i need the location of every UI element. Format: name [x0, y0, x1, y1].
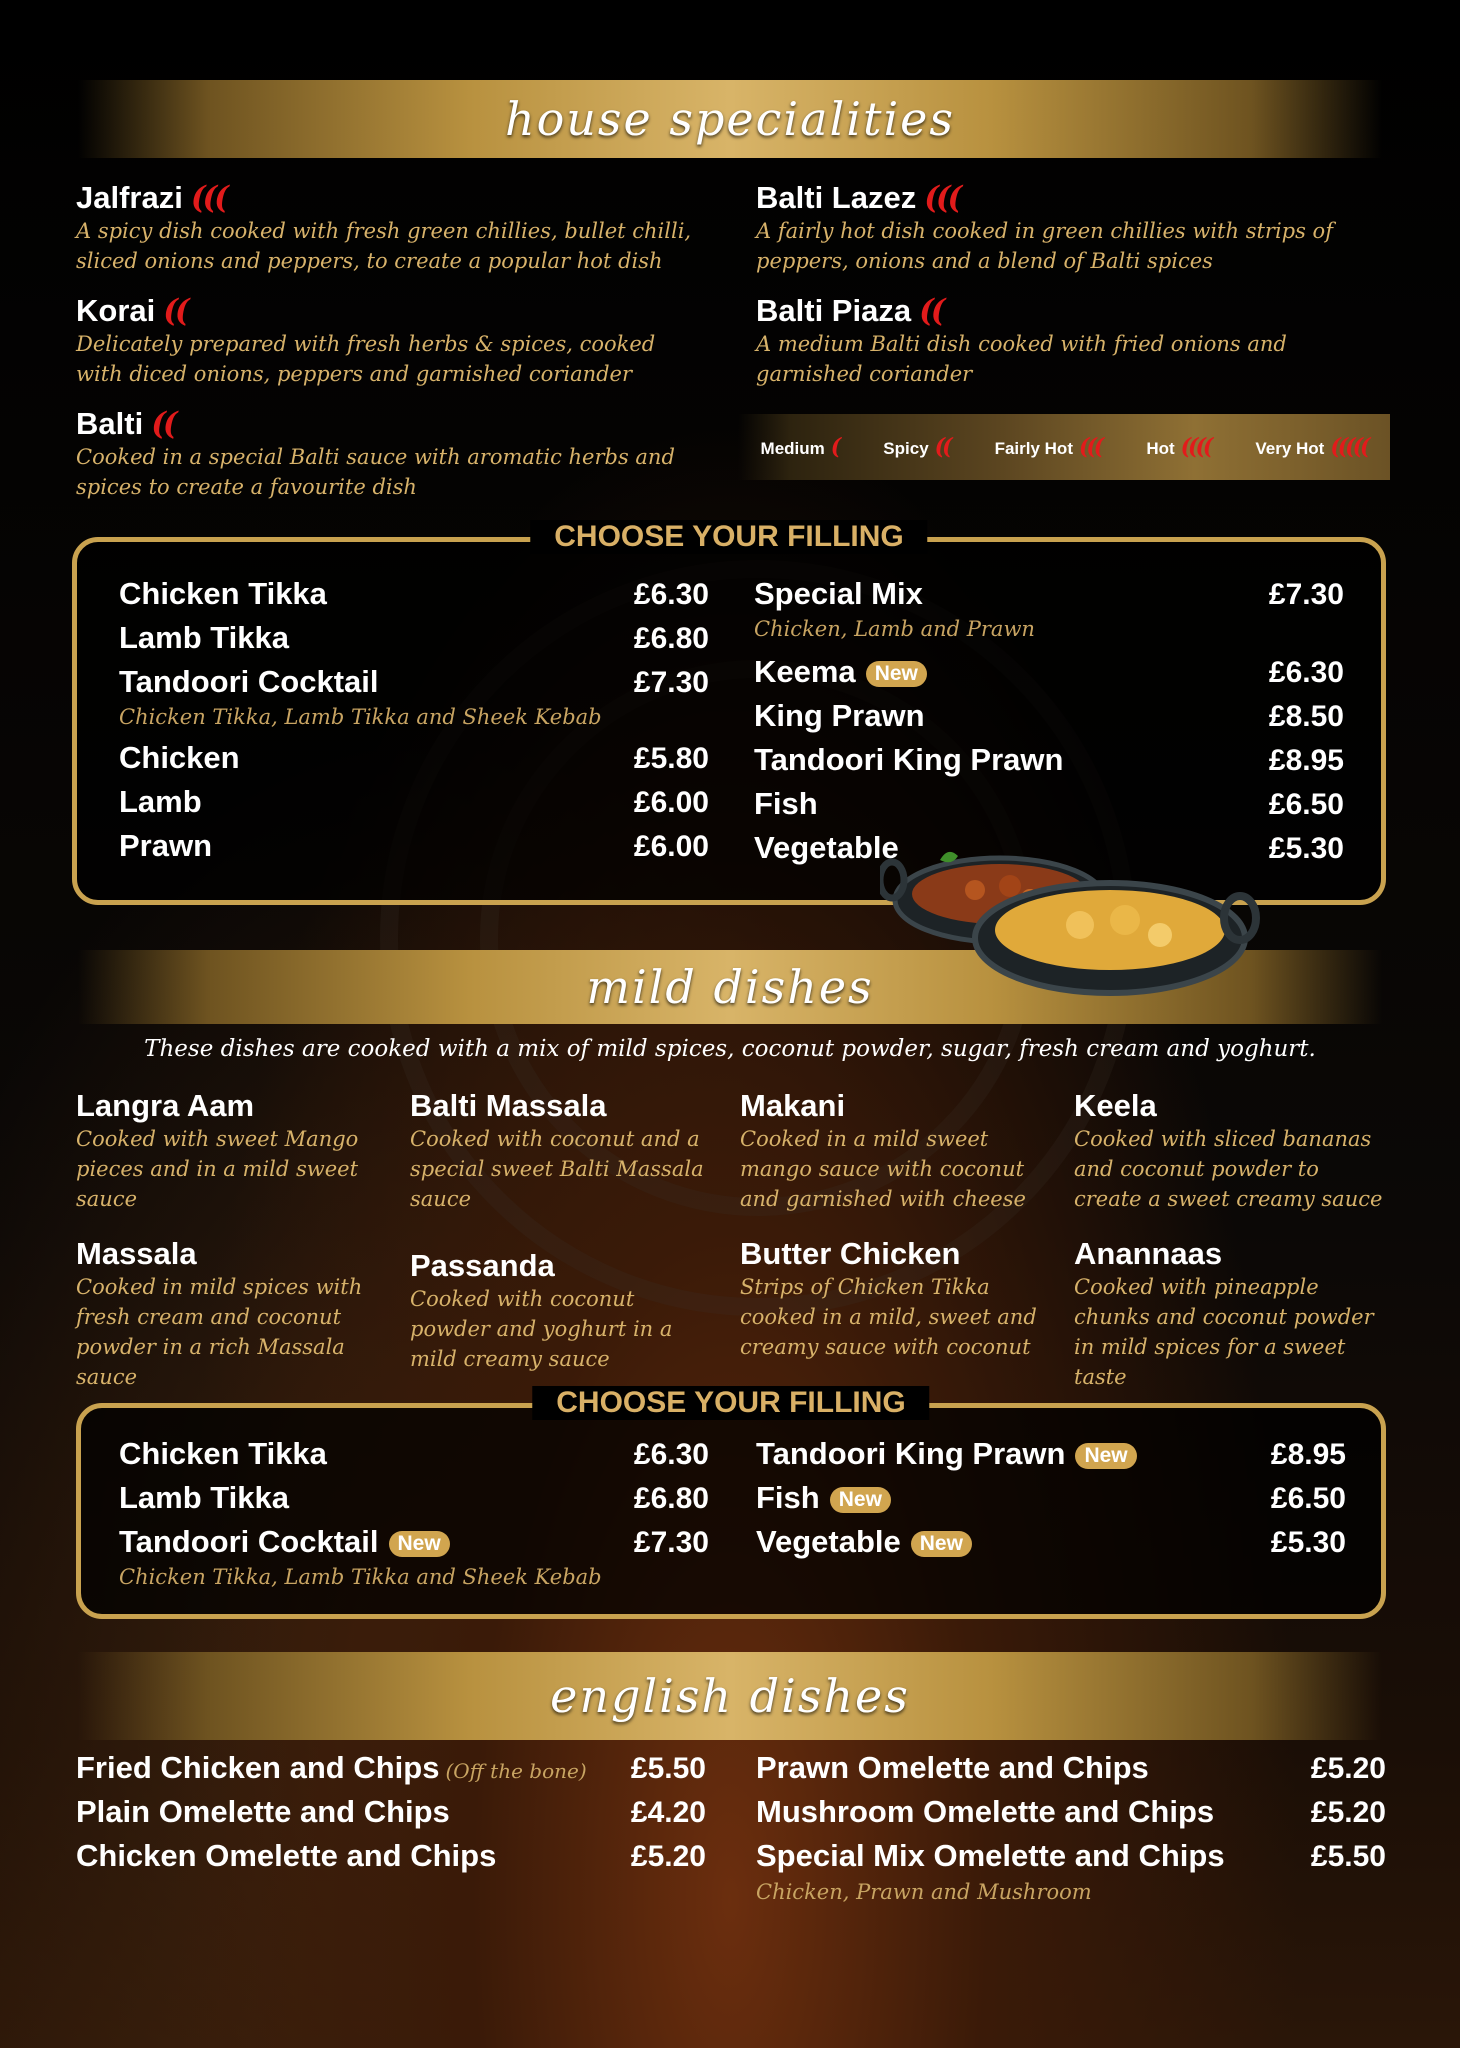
filling-row: Tandoori King Prawn £8.95	[754, 742, 1344, 777]
price: £5.20	[1310, 1796, 1386, 1829]
english-row: Prawn Omelette and Chips £5.20	[756, 1750, 1386, 1785]
heat-key-very-hot: Very Hot (((((	[1255, 434, 1368, 460]
chilli-icon: ((	[919, 293, 943, 329]
dish-description: Strips of Chicken Tikka cooked in a mild, sweet and creamy sauce with coconut	[740, 1275, 1037, 1359]
chilli-icon: (((	[924, 180, 960, 216]
heat-key-hot: Hot ((((	[1146, 434, 1211, 460]
dish-description: A spicy dish cooked with fresh green chillies, bullet chilli, sliced onions and peppers, to create a popular hot dish	[76, 219, 692, 273]
price: £5.80	[633, 742, 709, 775]
filling-row: Tandoori King Prawn New £8.95	[756, 1436, 1346, 1471]
filling-panel-title: CHOOSE YOUR FILLING	[532, 1386, 929, 1420]
english-dishes-banner	[78, 1652, 1382, 1740]
filling-row: Chicken Tikka £6.30	[119, 576, 709, 611]
dish-description: Cooked with pineapple chunks and coconut powder in mild spices for a sweet taste	[1074, 1275, 1374, 1389]
filling-row: Vegetable £5.30	[754, 830, 1344, 865]
dish-anannaas	[1074, 1236, 1390, 1392]
price: £5.20	[1310, 1752, 1386, 1785]
chilli-icon: ((	[163, 293, 187, 329]
price: £6.50	[1270, 1482, 1346, 1515]
dish-name: Korai	[76, 293, 156, 328]
dish-name: Balti Massala	[410, 1088, 607, 1123]
price: £6.00	[633, 830, 709, 863]
filling-row: Tandoori Cocktail New £7.30	[119, 1524, 709, 1559]
mild-dishes-title: mild dishes	[586, 960, 874, 1014]
new-badge: New	[866, 661, 927, 687]
price: £5.50	[630, 1752, 706, 1785]
price: £6.30	[633, 1438, 709, 1471]
dish-passanda	[410, 1248, 720, 1374]
chilli-icon: ((((	[1180, 434, 1211, 460]
dish-description: Cooked with coconut and a special sweet Balti Massala sauce	[410, 1127, 704, 1211]
filling-row: Vegetable New £5.30	[756, 1524, 1346, 1559]
dish-massala	[76, 1236, 396, 1392]
new-badge: New	[1075, 1443, 1136, 1469]
dish-description: Cooked in a mild sweet mango sauce with coconut and garnished with cheese	[740, 1127, 1026, 1211]
dish-description: A fairly hot dish cooked in green chillies with strips of peppers, onions and a blend of Balti spices	[756, 219, 1333, 273]
filling-row: King Prawn £8.50	[754, 698, 1344, 733]
filling-row: Chicken £5.80	[119, 740, 709, 775]
price: £6.80	[633, 1482, 709, 1515]
dish-name: Balti Lazez	[756, 180, 917, 215]
dish-butter-chicken	[740, 1236, 1060, 1362]
price: £5.30	[1270, 1526, 1346, 1559]
english-row: Plain Omelette and Chips £4.20	[76, 1794, 706, 1829]
house-specialities-banner	[78, 80, 1382, 158]
filling-row: Chicken Tikka £6.30	[119, 1436, 709, 1471]
english-subtext: Chicken, Prawn and Mushroom	[756, 1880, 1092, 1904]
dish-name: Jalfrazi	[76, 180, 183, 215]
house-specialities-title: house specialities	[504, 92, 956, 146]
price: £6.80	[633, 622, 709, 655]
filling-panel-title: CHOOSE YOUR FILLING	[530, 520, 927, 554]
dish-name: Massala	[76, 1236, 197, 1271]
chilli-icon: ((	[934, 434, 950, 460]
filling-row: Fish £6.50	[754, 786, 1344, 821]
chilli-icon: ((	[151, 406, 175, 442]
filling-row: Lamb Tikka £6.80	[119, 620, 709, 655]
dish-korai	[76, 293, 706, 389]
price: £7.30	[633, 1526, 709, 1559]
mild-filling-panel	[76, 1386, 1386, 1619]
dish-description: Cooked with sweet Mango pieces and in a mild sweet sauce	[76, 1127, 359, 1211]
heat-key	[738, 414, 1390, 480]
dish-name: Makani	[740, 1088, 846, 1123]
english-row: Fried Chicken and Chips (Off the bone) £5.50	[76, 1750, 706, 1785]
price: £8.95	[1270, 1438, 1346, 1471]
filling-row: Special Mix £7.30	[754, 576, 1344, 611]
price: £7.30	[633, 666, 709, 699]
filling-subtext: Chicken, Lamb and Prawn	[754, 617, 1035, 641]
dish-balti-piaza	[756, 293, 1386, 389]
price: £7.30	[1268, 578, 1344, 611]
dish-makani	[740, 1088, 1050, 1214]
dish-balti-massala	[410, 1088, 720, 1214]
chilli-icon: (((	[1078, 434, 1102, 460]
dish-balti-lazez	[756, 180, 1386, 276]
dish-description: Cooked in a special Balti sauce with aromatic herbs and spices to create a favourite dish	[76, 445, 675, 499]
dish-keela	[1074, 1088, 1384, 1214]
dish-name: Balti	[76, 406, 144, 441]
dish-jalfrazi	[76, 180, 706, 276]
dish-description: Cooked with sliced bananas and coconut powder to create a sweet creamy sauce	[1074, 1127, 1383, 1211]
price: £8.50	[1268, 700, 1344, 733]
dish-name: Langra Aam	[76, 1088, 255, 1123]
chilli-icon: (	[830, 434, 839, 460]
english-row: Chicken Omelette and Chips £5.20	[76, 1838, 706, 1873]
english-row: Mushroom Omelette and Chips £5.20	[756, 1794, 1386, 1829]
dish-balti	[76, 406, 706, 502]
price: £5.50	[1310, 1840, 1386, 1873]
new-badge: New	[911, 1531, 972, 1557]
price: £8.95	[1268, 744, 1344, 777]
filling-subtext: Chicken Tikka, Lamb Tikka and Sheek Kebab	[119, 705, 602, 729]
heat-key-fairly-hot: Fairly Hot (((	[994, 434, 1102, 460]
filling-row: Keema New £6.30	[754, 654, 1344, 689]
balti-dish-image	[880, 820, 1260, 1010]
dish-description: Cooked with coconut powder and yoghurt in a mild creamy sauce	[410, 1287, 673, 1371]
dish-langra-aam	[76, 1088, 386, 1214]
off-the-bone-note: (Off the bone)	[445, 1759, 587, 1783]
mild-dishes-intro: These dishes are cooked with a mix of mild spices, coconut powder, sugar, fresh cream and yoghurt.	[144, 1036, 1316, 1062]
dish-name: Passanda	[410, 1248, 555, 1283]
heat-key-spicy: Spicy ((	[883, 434, 950, 460]
filling-row: Tandoori Cocktail £7.30	[119, 664, 709, 699]
dish-name: Butter Chicken	[740, 1236, 961, 1271]
price: £5.30	[1268, 832, 1344, 865]
price: £6.30	[1268, 656, 1344, 689]
new-badge: New	[389, 1531, 450, 1557]
chilli-icon: (((((	[1330, 434, 1368, 460]
filling-row: Lamb Tikka £6.80	[119, 1480, 709, 1515]
filling-row: Lamb £6.00	[119, 784, 709, 819]
price: £6.30	[633, 578, 709, 611]
dish-description: Cooked in mild spices with fresh cream and coconut powder in a rich Massala sauce	[76, 1275, 363, 1389]
heat-key-medium: Medium (	[760, 434, 839, 460]
dish-name: Anannaas	[1074, 1236, 1223, 1271]
filling-row: Prawn £6.00	[119, 828, 709, 863]
dish-description: Delicately prepared with fresh herbs & spices, cooked with diced onions, peppers and garnished coriander	[76, 332, 656, 386]
dish-description: A medium Balti dish cooked with fried onions and garnished coriander	[756, 332, 1287, 386]
chilli-icon: (((	[190, 180, 226, 216]
new-badge: New	[830, 1487, 891, 1513]
english-dishes-title: english dishes	[550, 1669, 910, 1723]
dish-name: Keela	[1074, 1088, 1157, 1123]
english-row: Special Mix Omelette and Chips £5.50	[756, 1838, 1386, 1873]
price: £4.20	[630, 1796, 706, 1829]
filling-row: Fish New £6.50	[756, 1480, 1346, 1515]
price: £6.00	[633, 786, 709, 819]
price: £5.20	[630, 1840, 706, 1873]
filling-subtext: Chicken Tikka, Lamb Tikka and Sheek Kebab	[119, 1565, 602, 1589]
price: £6.50	[1268, 788, 1344, 821]
dish-name: Balti Piaza	[756, 293, 912, 328]
